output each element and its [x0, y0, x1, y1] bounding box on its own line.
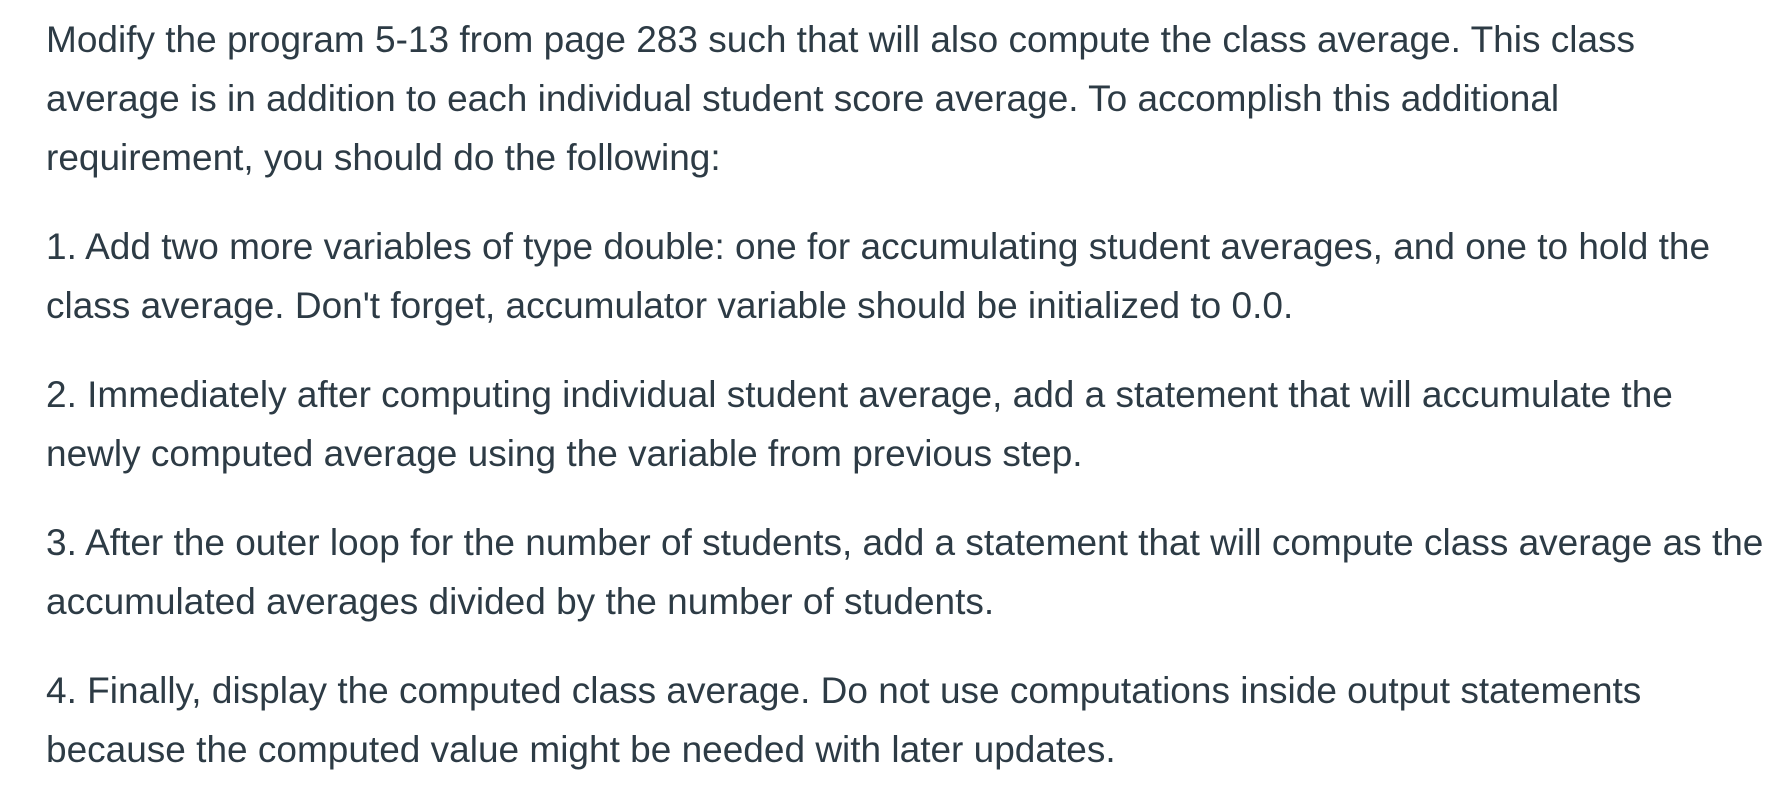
intro-paragraph: Modify the program 5-13 from page 283 such that will also compute the class average. This class average is in addition to each individual student score average. To accomplish this additional requirement, you should do the following:: [46, 19, 1636, 178]
step-3-paragraph: 3. After the outer loop for the number of students, add a statement that will compute class average as the accumulated averages divided by the number of students.: [46, 522, 1764, 622]
step-2-paragraph: 2. Immediately after computing individual student average, add a statement that will accumulate the newly computed average using the variable from previous step.: [46, 374, 1673, 474]
step-4-paragraph: 4. Finally, display the computed class average. Do not use computations inside output statements because the computed value might be needed with later updates.: [46, 670, 1642, 770]
step-1-paragraph: 1. Add two more variables of type double: one for accumulating student averages, and one to hold the class average. Don't forget, accumulator variable should be initialized to 0.0.: [46, 226, 1711, 326]
assignment-text: [46, 10, 1766, 779]
